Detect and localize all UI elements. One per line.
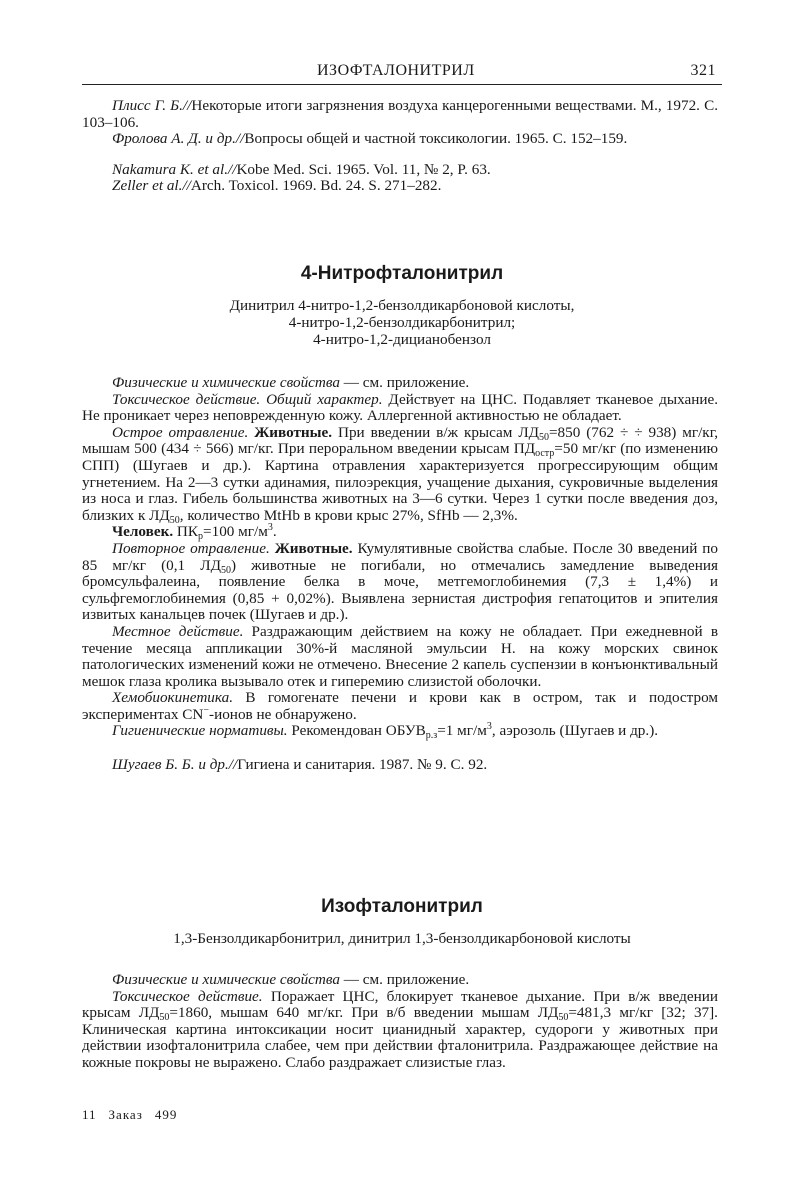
order-number: 499 xyxy=(154,1107,178,1122)
synonym-line: 4-нитро-1,2-бензолдикарбонитрил; xyxy=(288,314,516,331)
hygienic-norms: Гигиенические нормативы. Рекомендован $ОБУВ_{р.з}=1$ $мг/м^3$, аэрозоль (Шугаев и др.). xyxy=(112,721,659,742)
synonyms xyxy=(82,930,722,947)
printer-signature xyxy=(82,1107,189,1123)
section-body xyxy=(82,375,718,774)
synonym-line: 4-нитро-1,2-дицианобензол xyxy=(313,331,491,348)
acute-poisoning: Острое отравление. Животные. При введении в/ж крысам $ЛД_{50}=850$ (762 ÷ ÷ 938) мг/кг, мышам 500 (434 ÷ 566) мг/кг. При пероральном введении крысам $ПД_{остр}=50$ мг/кг (по изменению СПП) (Шугаев и др.). Картина отравления характеризуется прогрессирующим общим угнетением. На 2—3 сутки адинамия, пилоэрекция, учащение дыхания, сукровичные выделения из носа и глаз. Гибель большинства животных на 3—6 сутки. Через 1 сутки после введения доз, близких к $ЛД_{50}$, количество MtHb в крови крыс 27%, SfHb — 2,3%. xyxy=(82,423,718,526)
human-data: Человек. $ПК_р=100$ $мг/м^3$. xyxy=(112,522,277,543)
physical-properties: Физические и химические свойства — см. приложение. xyxy=(112,374,470,391)
section-title: Изофталонитрил xyxy=(321,896,483,917)
repeated-poisoning: Повторное отравление. Животные. Кумулятивные свойства слабые. После 30 введений по 85 мг/кг (0,1 $ЛД_{50}$) животные не погибали, но отмечались замедление выведения бромсульфалеина, появление белка в моче, метгемоглобинемия (7,3 ± 1,4%) и сульфгемоглобинемия (0,85 + 0,02%). Выявлена зернистая дистрофия гепатоцитов и эпителия извитых канальцев почек (Шугаев и др.). xyxy=(82,539,719,624)
signature-number: 11 xyxy=(82,1107,97,1122)
synonyms xyxy=(82,297,722,348)
physical-properties: Физические и химические свойства — см. приложение. xyxy=(112,971,470,988)
section-body xyxy=(82,972,718,1072)
toxic-action: Токсическое действие. Поражает ЦНС, блокирует тканевое дыхание. При в/ж введении крысам $ЛД_{50}=1860$, мышам 640 мг/кг. При в/б введении мышам $ЛД_{50}=481,3$ мг/кг [32; 37]. Клиническая картина интоксикации носит цианидный характер, судороги у животных при действии изофталонитрила слабее, чем при действии фталонитрила. Раздражающее действие на кожные покровы не выражено. Слабо раздражает слизистые глаз. xyxy=(82,987,719,1071)
running-title: ИЗОФТАЛОНИТРИЛ xyxy=(317,62,475,79)
reference-entry: Фролова А. Д. и др.//Вопросы общей и частной токсикологии. 1965. С. 152–159. xyxy=(112,130,628,148)
chemobiokinetics: Хемобиокинетика. В гомогенате печени и крови как в остром, так и подостром экспериментах CN−-ионов не обнаружено. xyxy=(82,689,718,723)
reference-entry: Zeller et al.//Arch. Toxicol. 1969. Bd. 24. S. 271–282. xyxy=(112,177,442,195)
page-number: 321 xyxy=(690,62,716,79)
synonym-line: 1,3-Бензолдикарбонитрил, динитрил 1,3-бензолдикарбоновой кислоты xyxy=(173,930,631,947)
synonym-line: Динитрил 4-нитро-1,2-бензолдикарбоновой кислоты, xyxy=(229,297,575,314)
section-title: 4-Нитрофталонитрил xyxy=(300,263,504,284)
reference-entry: Плисс Г. Б.//Некоторые итоги загрязнения воздуха канцерогенными веществами. М., 1972. С. 103–106. xyxy=(82,97,719,131)
order-label: Заказ xyxy=(108,1107,143,1122)
toxic-action: Токсическое действие. Общий характер. Действует на ЦНС. Подавляет тканевое дыхание. Не проникает через неповрежденную кожу. Аллергенной активностью не обладает. xyxy=(82,390,718,425)
running-head xyxy=(82,58,722,85)
reference-entry: Nakamura K. et al.//Kobe Med. Sci. 1965. Vol. 11, № 2, P. 63. xyxy=(112,160,491,178)
local-action: Местное действие. Раздражающим действием на кожу не обладает. При ежедневной в течение месяца аппликации 30%-й масляной эмульсии Н. на кожу морских свинок патологических изменений кожи не отмечено. Внесение 2 капель суспензии в конъюнктивальный мешок глаза кролика вызывало отек и гиперемию слизистой оболочки. xyxy=(82,622,718,690)
top-references xyxy=(82,98,718,195)
reference-entry: Шугаев Б. Б. и др.//Гигиена и санитария. 1987. № 9. С. 92. xyxy=(112,756,488,774)
